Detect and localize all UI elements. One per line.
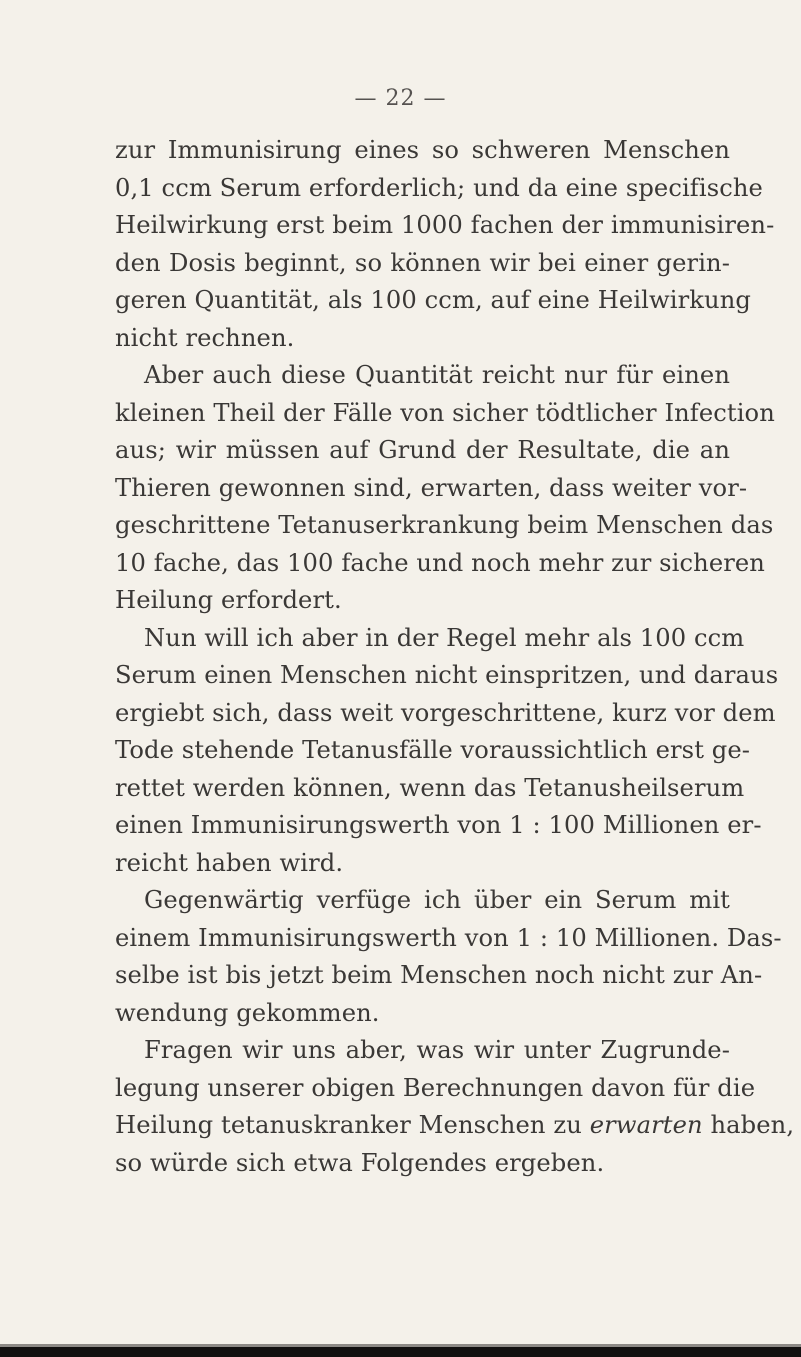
text-line: Fragen wir uns aber, was wir unter Zugrunde-: [144, 1036, 730, 1064]
text-line: Tode stehende Tetanusfälle voraussichtlich erst ge-: [115, 736, 751, 764]
text-line: Aber auch diese Quantität reicht nur für einen: [144, 361, 730, 389]
text-line: Thieren gewonnen sind, erwarten, dass weiter vor-: [115, 473, 748, 502]
text-line: geren Quantität, als 100 ccm, auf eine Heilwirkung: [115, 286, 752, 314]
paragraph-1: [115, 132, 775, 357]
text-line: Nun will ich aber in der Regel mehr als 100 ccm: [144, 623, 745, 652]
paragraph-5: [115, 1032, 795, 1182]
text-line: den Dosis beginnt, so können wir bei einer gerin-: [115, 248, 730, 277]
text-line: 10 fache, das 100 fache und noch mehr zur sicheren: [115, 548, 765, 577]
paragraph-4: [115, 882, 782, 1032]
emphasized-word: erwarten: [589, 1111, 703, 1139]
text-line: Serum einen Menschen nicht einspritzen, und daraus: [115, 661, 779, 689]
text-line: wendung gekommen.: [115, 998, 380, 1027]
paragraph-3: [115, 620, 779, 883]
text-line: einen Immunisirungswerth von 1 : 100 Millionen er-: [115, 811, 762, 839]
text-line: so würde sich etwa Folgendes ergeben.: [115, 1148, 605, 1177]
text-line: einem Immunisirungswerth von 1 : 10 Millionen. Das-: [115, 923, 782, 952]
body-text: [115, 132, 795, 1182]
text-line: zur Immunisirung eines so schweren Menschen: [115, 136, 730, 164]
text-segment: Heilung tetanuskranker Menschen zu: [115, 1111, 582, 1139]
text-line: Gegenwärtig verfüge ich über ein Serum mit: [144, 886, 730, 914]
text-line: selbe ist bis jetzt beim Menschen noch nicht zur An-: [115, 961, 763, 989]
text-line: reicht haben wird.: [115, 848, 344, 877]
text-line: rettet werden können, wenn das Tetanusheilserum: [115, 773, 745, 802]
page-bottom-edge: [0, 1347, 801, 1357]
text-line: ergiebt sich, dass weit vorgeschrittene, kurz vor dem: [115, 698, 776, 727]
page-number: — 22 —: [354, 86, 447, 111]
text-segment: haben,: [710, 1111, 795, 1139]
text-line: aus; wir müssen auf Grund der Resultate, die an: [115, 436, 730, 464]
text-line: kleinen Theil der Fälle von sicher tödtlicher Infection: [115, 398, 775, 427]
text-line-italic: [115, 1107, 795, 1145]
text-line: legung unserer obigen Berechnungen davon für die: [115, 1073, 756, 1102]
text-line: Heilung erfordert.: [115, 586, 342, 614]
text-line: nicht rechnen.: [115, 323, 295, 352]
paragraph-2: [115, 357, 775, 620]
text-line: geschrittene Tetanuserkrankung beim Menschen das: [115, 511, 774, 539]
text-line: Heilwirkung erst beim 1000 fachen der immunisiren-: [115, 211, 775, 239]
text-line: 0,1 ccm Serum erforderlich; und da eine specifische: [115, 173, 763, 202]
